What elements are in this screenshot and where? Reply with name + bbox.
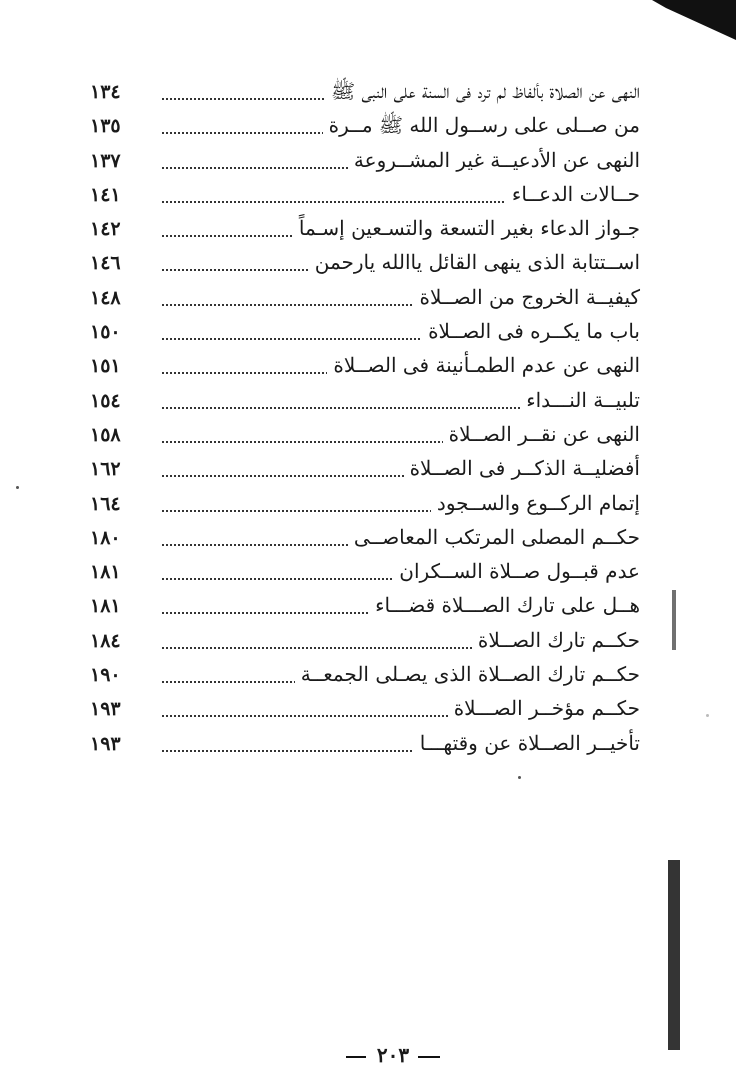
entry-title: حــالات الدعــاء — [506, 181, 640, 207]
entry-page-number: ١٨١ — [90, 595, 121, 618]
entry-title: حكــم تارك الصــلاة — [472, 627, 640, 653]
toc-entry — [80, 419, 640, 453]
entry-title: النهى عن نقــر الصــلاة — [443, 421, 640, 447]
entry-page-number: ١٩٣ — [90, 732, 121, 755]
toc-entry — [80, 385, 640, 419]
entry-page-number: ١٦٤ — [90, 492, 121, 515]
entry-title: النهى عن الأدعيــة غير المشــروعة — [348, 147, 640, 173]
entry-title: حكــم مؤخــر الصـــلاة — [448, 695, 640, 721]
entry-page-number: ١٤٦ — [90, 252, 121, 275]
entry-title: تأخيــر الصــلاة عن وقتهـــا — [414, 730, 640, 756]
toc-entry — [80, 659, 640, 693]
entry-title: أفضليــة الذكــر فى الصــلاة — [404, 455, 640, 481]
entry-page-number: ١٣٧ — [90, 149, 121, 172]
entry-title: من صــلى على رســول الله ﷺ مــرة — [323, 112, 640, 138]
scan-edge-top-right — [652, 0, 736, 40]
entry-page-number: ١٥٨ — [90, 423, 121, 446]
entry-title: عدم قبــول صــلاة الســكران — [393, 558, 640, 584]
toc-entry — [80, 625, 640, 659]
footer-dash — [418, 1056, 440, 1058]
toc-entry — [80, 179, 640, 213]
entry-title: باب ما يكــره فى الصــلاة — [422, 318, 640, 344]
toc-entry — [80, 282, 640, 316]
toc-entry — [80, 590, 640, 624]
entry-title: حكــم تارك الصــلاة الذى يصـلى الجمعــة — [295, 661, 640, 687]
entry-title: كيفيــة الخروج من الصــلاة — [414, 284, 640, 310]
scan-speck — [706, 714, 709, 717]
toc-entry — [80, 728, 640, 762]
entry-page-number: ١٣٤ — [90, 81, 121, 103]
entry-title: النهى عن عدم الطمـأنينة فى الصــلاة — [327, 352, 640, 378]
entry-title: اســتتابة الذى ينهى القائل ياالله يارحمن — [309, 249, 640, 275]
entry-page-number: ١٣٥ — [90, 115, 121, 138]
footer-dash — [346, 1056, 366, 1058]
scan-speck — [16, 486, 19, 489]
entry-page-number: ١٩٠ — [90, 664, 121, 687]
entry-title: جـواز الدعاء بغير التسعة والتسـعين إسـماً — [293, 215, 640, 241]
scan-edge-right-lower — [668, 860, 680, 1050]
toc-entry — [80, 247, 640, 281]
toc-entry — [80, 556, 640, 590]
toc-entry — [80, 76, 640, 110]
entry-page-number: ١٨٠ — [90, 526, 121, 549]
entry-title: إتمام الركــوع والســجود — [431, 490, 640, 516]
toc-entry — [80, 316, 640, 350]
page-footer — [0, 1040, 736, 1070]
entry-page-number: ١٤٨ — [90, 286, 121, 309]
entry-title: النهى عن الصلاة بألفاظ لم ترد فى السنة على النبى ﷺ — [325, 78, 640, 104]
scan-speck — [518, 776, 521, 779]
entry-page-number: ١٨٤ — [90, 629, 121, 652]
toc-entry — [80, 145, 640, 179]
entry-page-number: ١٦٢ — [90, 458, 121, 481]
scan-edge-right-mid — [672, 590, 676, 650]
toc-entry — [80, 453, 640, 487]
entry-page-number: ١٤٢ — [90, 218, 121, 241]
entry-title: حكــم المصلى المرتكب المعاصــى — [348, 524, 640, 550]
toc-entry — [80, 522, 640, 556]
entry-title: هــل على تارك الصـــلاة قضـــاء — [369, 592, 640, 618]
entry-page-number: ١٥١ — [90, 355, 121, 378]
toc-entry — [80, 213, 640, 247]
entry-page-number: ١٥٤ — [90, 389, 121, 412]
entry-page-number: ١٨١ — [90, 561, 121, 584]
toc-entry — [80, 350, 640, 384]
entry-page-number: ١٥٠ — [90, 321, 121, 344]
table-of-contents — [80, 76, 640, 762]
toc-entry — [80, 488, 640, 522]
entry-page-number: ١٩٣ — [90, 698, 121, 721]
page-number: ٢٠٣ — [376, 1043, 410, 1067]
entry-title: تلبيــة النـــداء — [520, 387, 640, 413]
entry-page-number: ١٤١ — [90, 183, 121, 206]
toc-entry — [80, 693, 640, 727]
toc-entry — [80, 110, 640, 144]
